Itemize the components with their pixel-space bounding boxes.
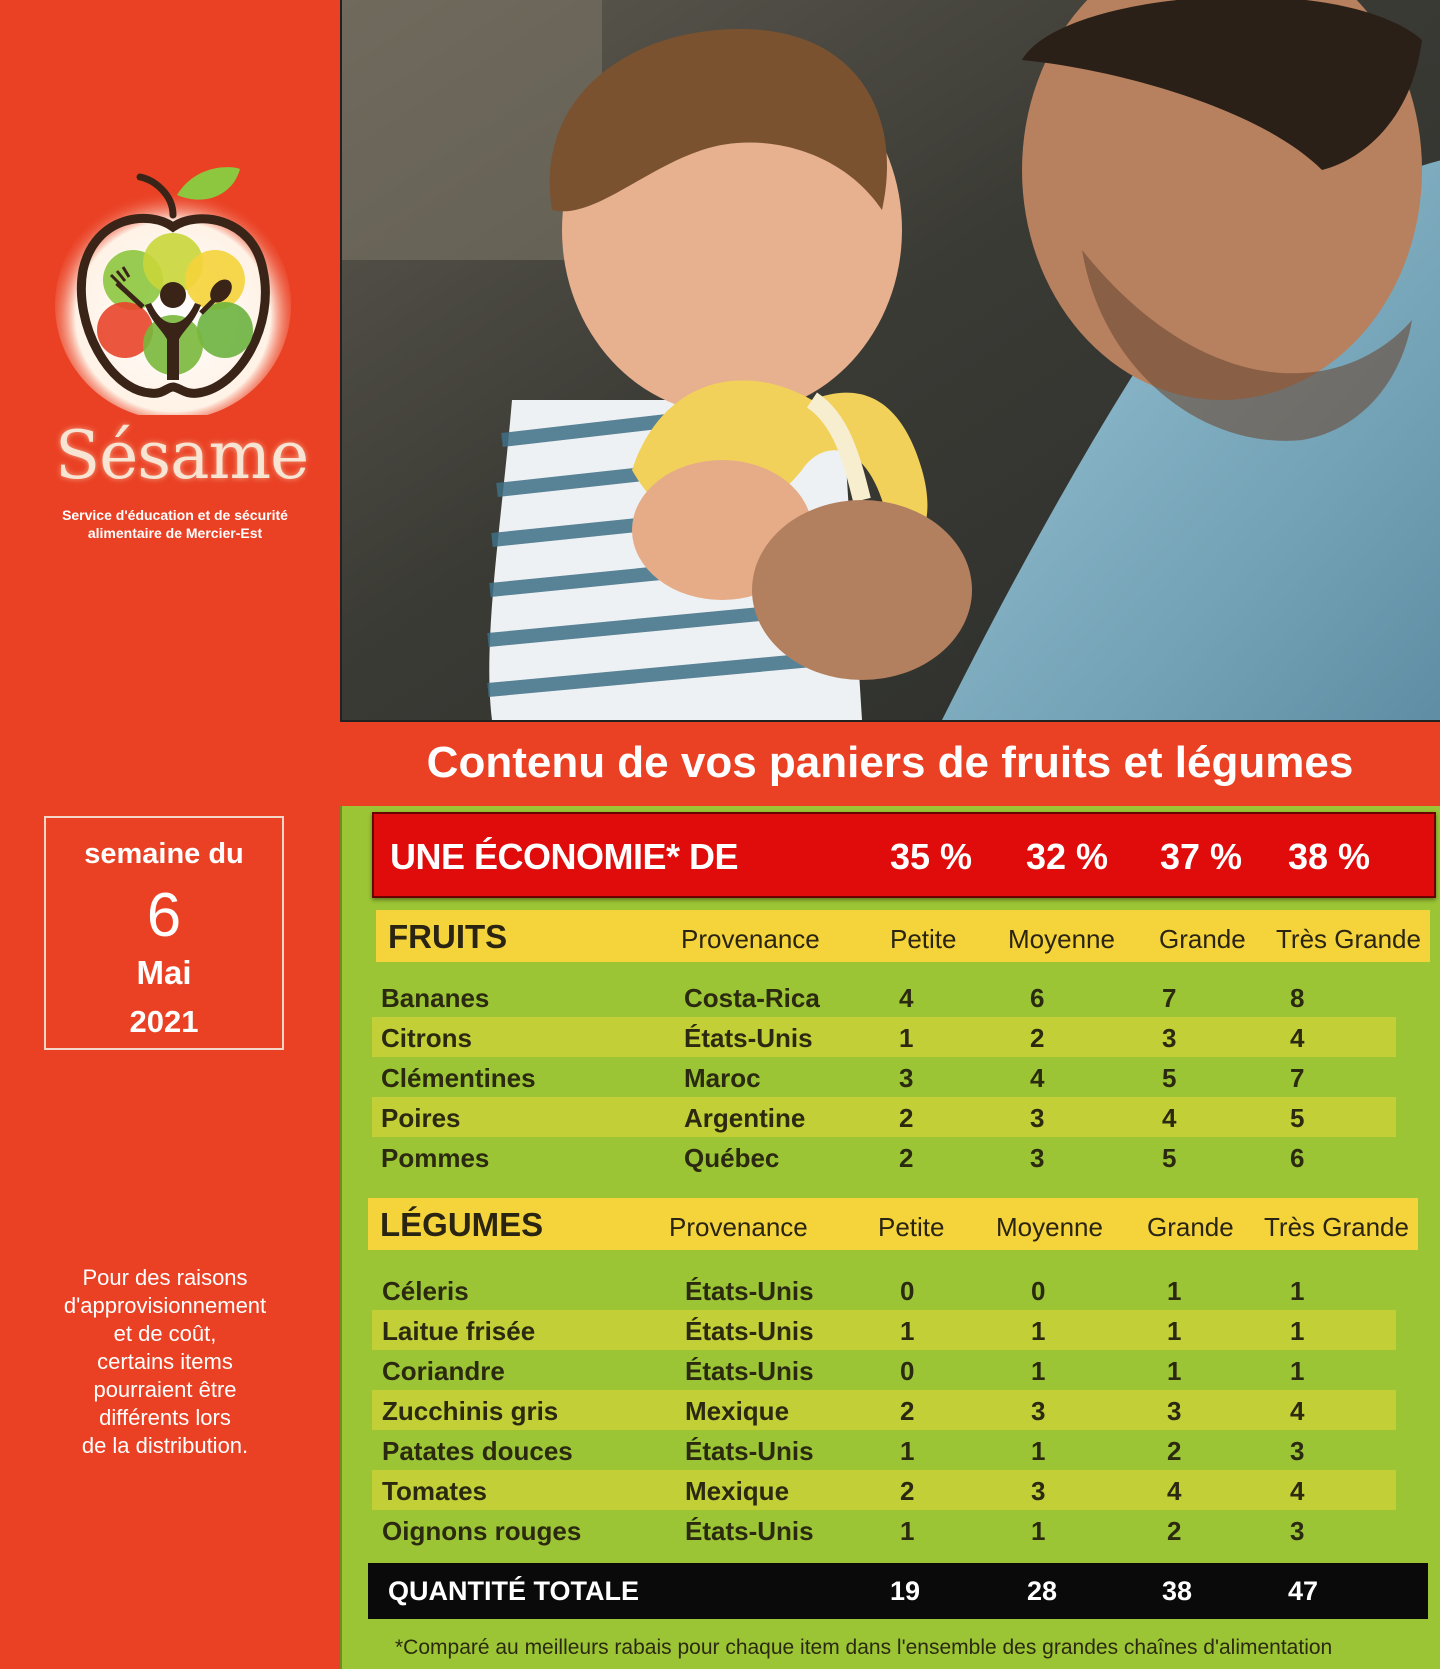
fruits-col-moyenne: Moyenne (1008, 924, 1115, 954)
legume-provenance: Mexique (685, 1476, 790, 1506)
legume-item-name: Coriandre (382, 1356, 505, 1386)
legumes-title: LÉGUMES (380, 1206, 544, 1243)
legume-qty-tres-grande: 3 (1290, 1436, 1305, 1466)
fruit-row (372, 1097, 1396, 1137)
legume-qty-moyenne: 3 (1031, 1396, 1046, 1426)
total-tres-grande: 47 (1288, 1576, 1319, 1606)
fruit-qty-grande: 5 (1162, 1063, 1177, 1093)
note-line: Pour des raisons (82, 1265, 248, 1290)
legume-row (372, 1270, 1396, 1310)
legume-row (372, 1350, 1396, 1390)
legume-qty-tres-grande: 4 (1290, 1396, 1305, 1426)
fruit-provenance: Costa-Rica (684, 983, 820, 1013)
logo-tagline-line1: Service d'éducation et de sécurité (62, 507, 288, 523)
total-row (368, 1563, 1428, 1619)
fruit-qty-grande: 4 (1162, 1103, 1177, 1133)
legumes-col-moyenne: Moyenne (996, 1212, 1103, 1242)
legume-provenance: États-Unis (685, 1316, 814, 1346)
fruit-item-name: Clémentines (381, 1063, 536, 1093)
note-line: pourraient être (93, 1377, 237, 1402)
total-moyenne: 28 (1027, 1576, 1058, 1606)
legume-qty-grande: 4 (1167, 1476, 1182, 1506)
legume-qty-petite: 0 (900, 1276, 915, 1306)
fruit-qty-tres-grande: 6 (1290, 1143, 1305, 1173)
fruit-qty-grande: 7 (1162, 983, 1177, 1013)
fruit-qty-tres-grande: 7 (1290, 1063, 1305, 1093)
fruit-row (372, 1017, 1396, 1057)
legume-qty-tres-grande: 3 (1290, 1516, 1305, 1546)
legume-qty-tres-grande: 1 (1290, 1276, 1305, 1306)
legume-item-name: Patates douces (382, 1436, 573, 1466)
note-line: différents lors (99, 1405, 231, 1430)
fruit-qty-petite: 2 (899, 1143, 914, 1173)
fruit-qty-petite: 2 (899, 1103, 914, 1133)
fruit-provenance: Québec (684, 1143, 780, 1173)
fruit-item-name: Pommes (381, 1143, 490, 1173)
legume-item-name: Zucchinis gris (382, 1396, 559, 1426)
week-month: Mai (136, 954, 192, 991)
fruit-qty-tres-grande: 4 (1290, 1023, 1305, 1053)
legume-item-name: Céleris (382, 1276, 469, 1306)
fruit-qty-petite: 3 (899, 1063, 914, 1093)
fruit-qty-petite: 1 (899, 1023, 914, 1053)
fruit-row (372, 1137, 1396, 1177)
fruit-qty-moyenne: 3 (1030, 1143, 1045, 1173)
legume-item-name: Laitue frisée (382, 1316, 536, 1346)
fruit-provenance: Argentine (684, 1103, 806, 1133)
fruits-col-provenance: Provenance (681, 924, 820, 954)
week-date-box (44, 816, 284, 1050)
fruit-provenance: États-Unis (684, 1023, 813, 1053)
legume-qty-moyenne: 1 (1031, 1436, 1046, 1466)
legume-row (372, 1430, 1396, 1470)
legume-row (372, 1310, 1396, 1350)
legume-provenance: États-Unis (685, 1356, 814, 1386)
legume-qty-grande: 2 (1167, 1516, 1182, 1546)
legumes-header (368, 1198, 1418, 1250)
legume-qty-moyenne: 1 (1031, 1516, 1046, 1546)
legume-qty-moyenne: 0 (1031, 1276, 1046, 1306)
legume-item-name: Tomates (382, 1476, 487, 1506)
fruit-qty-tres-grande: 8 (1290, 983, 1305, 1013)
fruit-qty-moyenne: 2 (1030, 1023, 1045, 1053)
fruit-qty-tres-grande: 5 (1290, 1103, 1305, 1133)
legume-qty-tres-grande: 1 (1290, 1316, 1305, 1346)
savings-value-moyenne: 32 % (1026, 836, 1109, 877)
savings-value-tres-grande: 38 % (1288, 836, 1371, 877)
legume-row (372, 1390, 1396, 1430)
page-title: Contenu de vos paniers de fruits et légumes (426, 738, 1354, 787)
logo-name: Sésame (55, 417, 309, 494)
week-label: semaine du (84, 838, 244, 870)
fruits-col-tres-grande: Très Grande (1276, 924, 1421, 954)
photo-illustration-icon (342, 0, 1440, 720)
savings-value-petite: 35 % (890, 836, 973, 877)
legume-provenance: États-Unis (685, 1516, 814, 1546)
fruit-row (372, 1057, 1396, 1097)
legumes-col-provenance: Provenance (669, 1212, 808, 1242)
legumes-col-tres-grande: Très Grande (1264, 1212, 1409, 1242)
week-day: 6 (146, 881, 182, 950)
fruits-title: FRUITS (388, 918, 508, 955)
family-banana-photo (340, 0, 1440, 722)
legume-qty-moyenne: 3 (1031, 1476, 1046, 1506)
legume-item-name: Oignons rouges (382, 1516, 582, 1546)
total-petite: 19 (890, 1576, 921, 1606)
savings-label: UNE ÉCONOMIE* DE (390, 836, 739, 877)
legume-qty-grande: 1 (1167, 1276, 1182, 1306)
legume-provenance: États-Unis (685, 1436, 814, 1466)
sesame-logo (55, 155, 309, 541)
fruit-row (372, 977, 1396, 1017)
fruit-qty-grande: 3 (1162, 1023, 1177, 1053)
legume-qty-moyenne: 1 (1031, 1356, 1046, 1386)
legume-qty-grande: 1 (1167, 1356, 1182, 1386)
legume-qty-tres-grande: 4 (1290, 1476, 1305, 1506)
fruits-header (376, 910, 1430, 962)
apple-logo-icon (55, 155, 295, 415)
fruit-provenance: Maroc (684, 1063, 761, 1093)
savings-banner (372, 812, 1436, 898)
note-line: de la distribution. (81, 1433, 249, 1458)
legume-qty-petite: 2 (900, 1476, 915, 1506)
logo-tagline-line2: alimentaire de Mercier-Est (87, 525, 263, 541)
savings-value-grande: 37 % (1160, 836, 1243, 877)
note-line: d'approvisionnement (63, 1293, 267, 1318)
legume-qty-tres-grande: 1 (1290, 1356, 1305, 1386)
legume-qty-petite: 1 (900, 1436, 915, 1466)
legumes-col-petite: Petite (878, 1212, 945, 1242)
legume-row (372, 1470, 1396, 1510)
fruit-qty-moyenne: 3 (1030, 1103, 1045, 1133)
fruit-item-name: Bananes (381, 983, 490, 1013)
legume-provenance: Mexique (685, 1396, 790, 1426)
legume-qty-grande: 3 (1167, 1396, 1182, 1426)
fruits-col-grande: Grande (1159, 924, 1246, 954)
fruit-item-name: Poires (381, 1103, 461, 1133)
total-grande: 38 (1162, 1576, 1193, 1606)
legume-qty-petite: 0 (900, 1356, 915, 1386)
legume-qty-moyenne: 1 (1031, 1316, 1046, 1346)
fruit-qty-moyenne: 4 (1030, 1063, 1045, 1093)
footnote: *Comparé au meilleurs rabais pour chaque item dans l'ensemble des grandes chaînes d'alimentation (395, 1636, 1333, 1659)
legume-qty-grande: 1 (1167, 1316, 1182, 1346)
note-line: certains items (97, 1349, 233, 1374)
legume-qty-petite: 2 (900, 1396, 915, 1426)
legume-qty-grande: 2 (1167, 1436, 1182, 1466)
week-year: 2021 (129, 1004, 199, 1039)
note-line: et de coût, (113, 1321, 217, 1346)
fruit-qty-moyenne: 6 (1030, 983, 1045, 1013)
total-label: QUANTITÉ TOTALE (388, 1576, 639, 1606)
legume-provenance: États-Unis (685, 1276, 814, 1306)
fruit-item-name: Citrons (381, 1023, 472, 1053)
fruits-col-petite: Petite (890, 924, 957, 954)
fruit-qty-petite: 4 (899, 983, 914, 1013)
legume-qty-petite: 1 (900, 1316, 915, 1346)
legume-qty-petite: 1 (900, 1516, 915, 1546)
legumes-col-grande: Grande (1147, 1212, 1234, 1242)
fruit-qty-grande: 5 (1162, 1143, 1177, 1173)
distribution-note (40, 1264, 290, 1460)
legume-row (372, 1510, 1396, 1550)
